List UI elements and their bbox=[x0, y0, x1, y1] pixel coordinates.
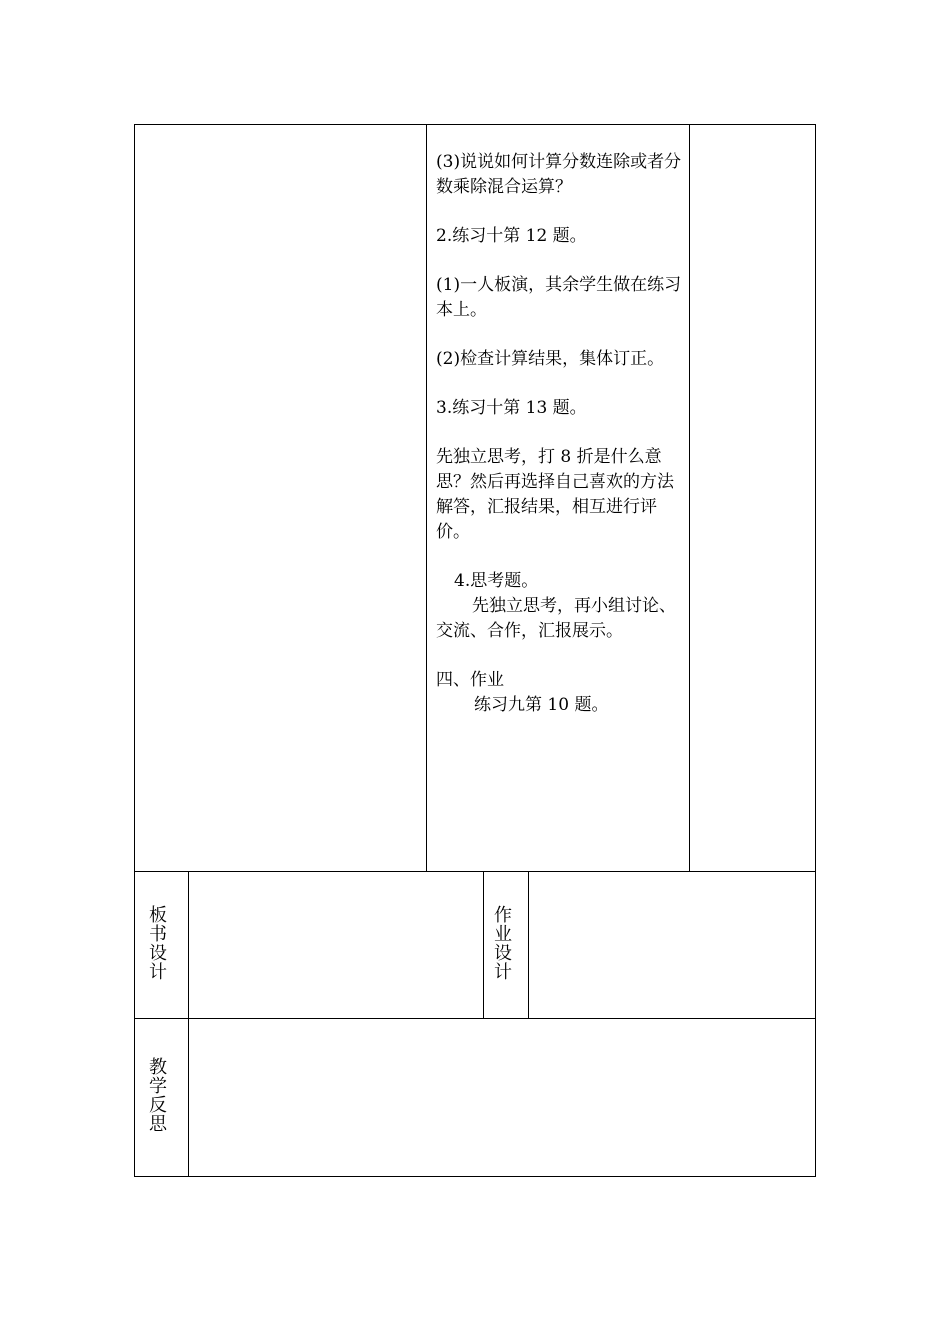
board-design-label: 板书设计 bbox=[146, 905, 167, 981]
homework-design-area[interactable] bbox=[529, 872, 815, 1018]
column-divider-mid-2 bbox=[483, 871, 484, 1019]
paragraph-exercise-12: 2.练习十第 12 题。 bbox=[436, 226, 587, 246]
teaching-process-content bbox=[436, 150, 686, 718]
table-border-bottom bbox=[134, 1176, 816, 1177]
paragraph-3-question: (3)说说如何计算分数连除或者分数乘除混合运算？ bbox=[436, 152, 682, 197]
table-border-right bbox=[815, 124, 816, 1177]
board-design-area[interactable] bbox=[189, 872, 483, 1018]
paragraph-homework-heading: 四、作业 bbox=[436, 670, 504, 690]
right-blank-cell bbox=[690, 125, 815, 871]
paragraph-homework-item: 练习九第 10 题。 bbox=[474, 695, 609, 715]
paragraph-thinking-question: 4.思考题。 bbox=[454, 571, 539, 591]
paragraph-group-discussion: 先独立思考，再小组讨论、交流、合作，汇报展示。 bbox=[436, 596, 676, 641]
paragraph-board-demo: (1)一人板演，其余学生做在练习本上。 bbox=[436, 275, 682, 320]
reflection-area[interactable] bbox=[189, 1019, 815, 1176]
left-blank-cell bbox=[135, 125, 426, 871]
homework-design-label: 作业设计 bbox=[491, 905, 512, 981]
paragraph-exercise-13: 3.练习十第 13 题。 bbox=[436, 398, 587, 418]
paragraph-discount-question: 先独立思考，打 8 折是什么意思？然后再选择自己喜欢的方法解答，汇报结果，相互进行评价。 bbox=[436, 447, 674, 542]
teaching-reflection-label: 教学反思 bbox=[146, 1057, 167, 1133]
column-divider-top-1 bbox=[426, 124, 427, 872]
paragraph-check-results: (2)检查计算结果，集体订正。 bbox=[436, 349, 665, 369]
